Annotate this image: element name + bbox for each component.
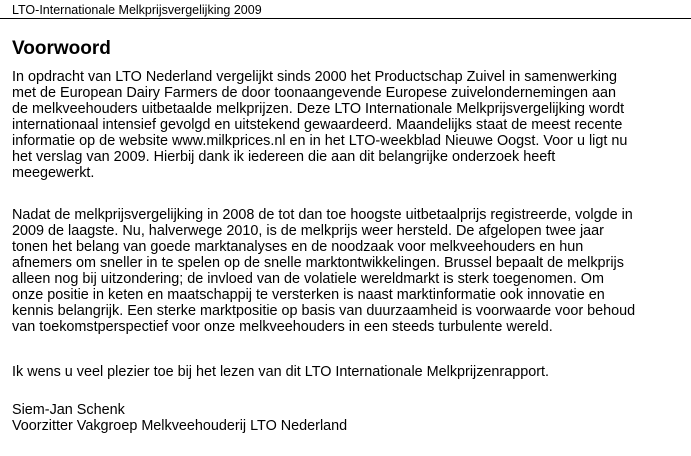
running-header-title: LTO-Internationale Melkprijsvergelijking 2009 [12,3,262,17]
text-line: het verslag van 2009. Hierbij dank ik iedereen die aan dit belangrijke onderzoek heeft [12,149,556,165]
text-line: kennis belangrijk. Een sterke marktpositie op basis van duurzaamheid is voorwaarde voor behoud [12,303,636,319]
text-line: internationaal intensief gevolgd en uitstekend gewaardeerd. Maandelijks staat de meest recente [12,117,623,133]
text-line: onze positie in keten en maatschappij te versterken is naast marktinformatie ook innovatie en [12,287,605,303]
text-line: afnemers om sneller in te spelen op de snelle marktontwikkelingen. Brussel bepaalt de melkprijs [12,255,624,271]
text-line: 2009 de laagste. Nu, halverwege 2010, is de melkprijs weer hersteld. De afgelopen twee jaar [12,223,604,239]
section-title: Voorwoord [12,38,111,59]
signature-name: Siem-Jan Schenk [12,402,125,418]
text-line: In opdracht van LTO Nederland vergelijkt sinds 2000 het Productschap Zuivel in samenwerking [12,69,618,85]
text-line: alleen nog bij uitzondering; de invloed van de volatiele wereldmarkt is sterk toegenomen. Om [12,271,604,287]
paragraph-closing [12,364,682,380]
text-line: informatie op de website www.milkprices.nl en in het LTO-weekblad Nieuwe Oogst. Voor u ligt nu [12,133,628,149]
text-line: Nadat de melkprijsvergelijking in 2008 de tot dan toe hoogste uitbetaalprijs registreerde, volgde in [12,207,633,223]
text-line: met de European Dairy Farmers de door toonaangevende Europese zuivelondernemingen aan [12,85,616,101]
text-line: de melkveehouders uitbetaalde melkprijzen. Deze LTO Internationale Melkprijsvergelijking wordt [12,101,625,117]
paragraph-market-context [12,207,682,335]
signature-block [12,402,682,434]
running-header [0,2,691,19]
text-line: meegewerkt. [12,165,95,181]
paragraph-introduction [12,69,682,181]
text-line: tonen het belang van goede marktanalyses en de noodzaak voor melkveehouders en hun [12,239,584,255]
signature-role: Voorzitter Vakgroep Melkveehouderij LTO Nederland [12,418,348,434]
text-line: Ik wens u veel plezier toe bij het lezen van dit LTO Internationale Melkprijzenrapport. [12,364,550,380]
text-line: van toekomstperspectief voor onze melkveehouders in een steeds turbulente wereld. [12,319,553,335]
